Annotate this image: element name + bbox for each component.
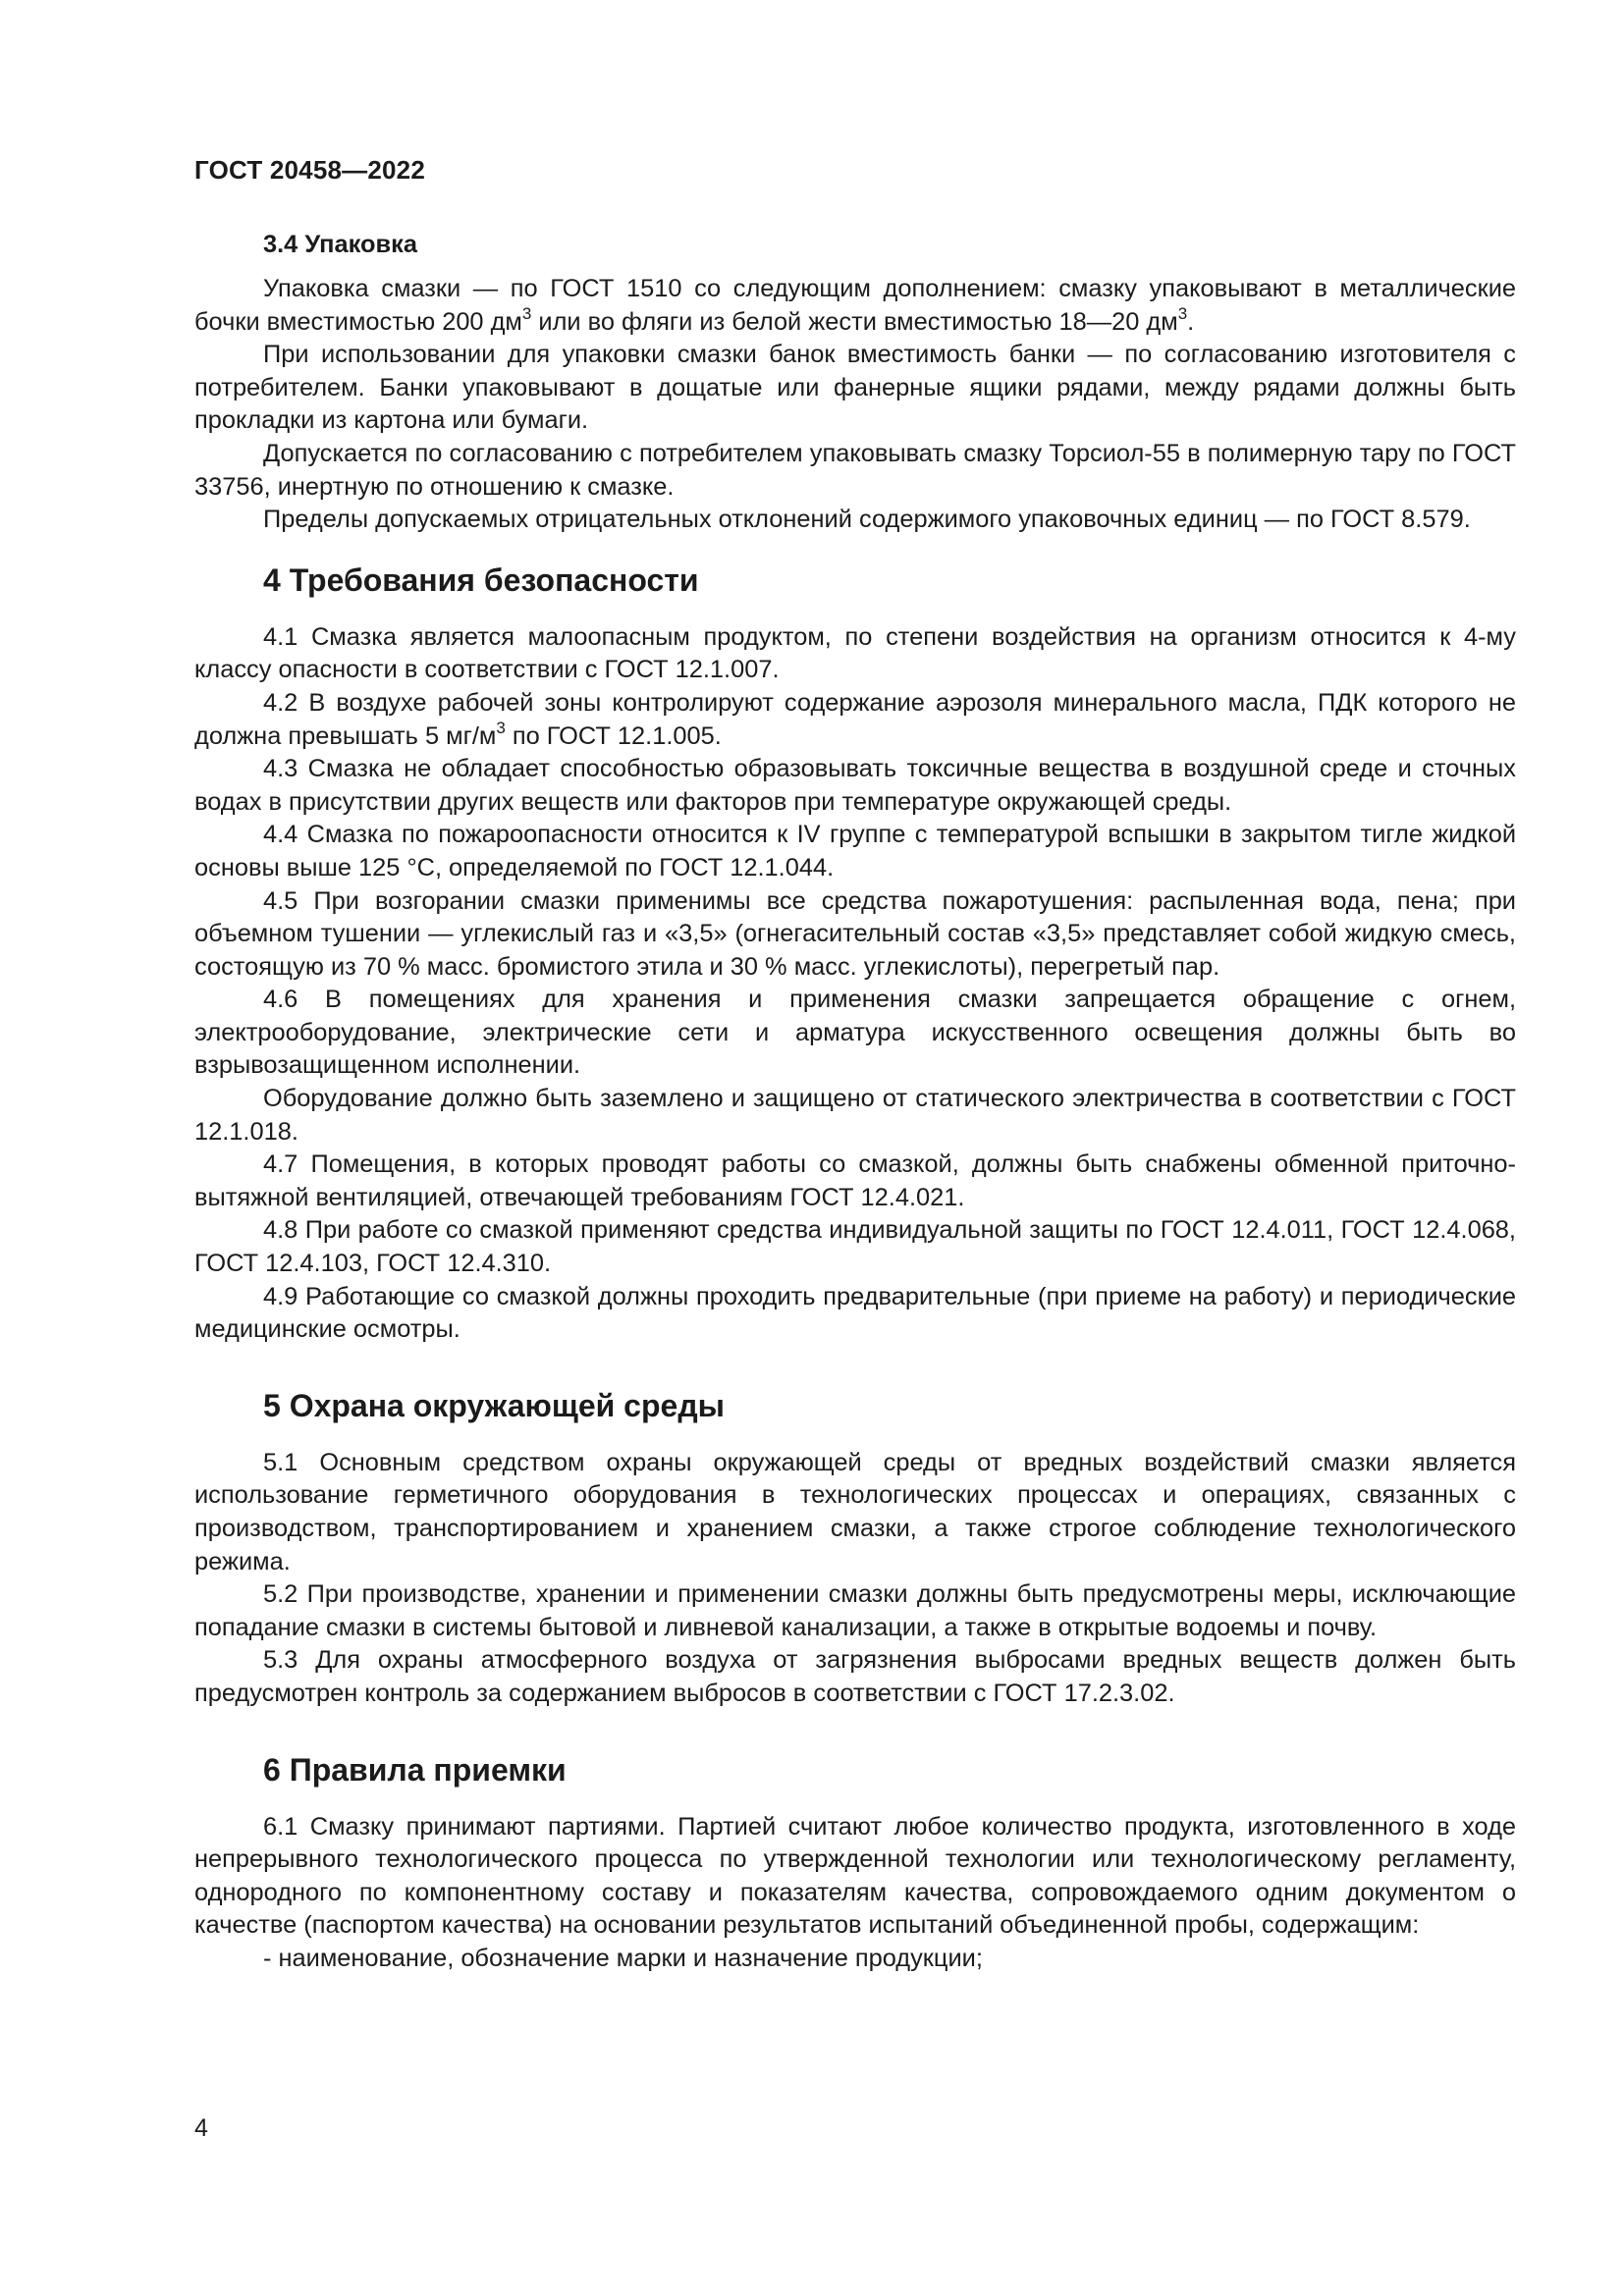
paragraph-4-6-continued: Оборудование должно быть заземлено и защищено от статического электричества в соответствии с ГОСТ 12.1.018. [194, 1085, 1516, 1146]
paragraph-4-9: 4.9 Работающие со смазкой должны проходить предварительные (при приеме на работу) и периодические медицинские осмотры. [194, 1282, 1516, 1344]
paragraph-4-1: 4.1 Смазка является малоопасным продуктом, по степени воздействия на организм относится к 4-му классу опасности в соответствии с ГОСТ 12.1.007. [194, 622, 1516, 684]
section-title-4: 4 Требования безопасности [263, 561, 699, 598]
paragraph-3-4-3: Допускается по согласованию с потребителем упаковывать смазку Торсиол-55 в полимерную тару по ГОСТ 33756, инертную по отношению к смазке. [194, 439, 1516, 501]
paragraph-4-8: 4.8 При работе со смазкой применяют средства индивидуальной защиты по ГОСТ 12.4.011, ГОСТ 12.4.068, ГОСТ 12.4.103, ГОСТ 12.4.310. [194, 1216, 1516, 1278]
paragraph-4-7: 4.7 Помещения, в которых проводят работы со смазкой, должны быть снабжены обменной приточно-вытяжной вентиляцией, отвечающей требованиям ГОСТ 12.4.021. [194, 1150, 1516, 1211]
page-number: 4 [194, 2114, 208, 2142]
paragraph-5-1: 5.1 Основным средством охраны окружающей среды от вредных воздействий смазки является использование герметичного оборудования в технологических процессах и операциях, связанных с производством, транспортированием и хранением смазки, а также строгое соблюдение технологического режима. [194, 1448, 1516, 1575]
document-body [194, 228, 1516, 1976]
paragraph-4-2: 4.2 В воздухе рабочей зоны контролируют содержание аэрозоля минерального масла, ПДК которого не должна превышать 5 $мг/м^3$ по ГОСТ 12.1.005. [194, 688, 1516, 750]
paragraph-4-3: 4.3 Смазка не обладает способностью образовывать токсичные вещества в воздушной среде и сточных водах в присутствии других веществ или факторов при температуре окружающей среды. [194, 755, 1516, 816]
paragraph-3-4-2: При использовании для упаковки смазки банок вместимость банки — по согласованию изготовителя с потребителем. Банки упаковывают в дощатые или фанерные ящики рядами, между рядами должны быть прокладки из картона или бумаги. [194, 341, 1516, 435]
section-title-6: 6 Правила приемки [263, 1751, 567, 1788]
paragraph-4-6: 4.6 В помещениях для хранения и применения смазки запрещается обращение с огнем, электрооборудование, электрические сети и арматура искусственного освещения должны быть во взрывозащищенном исполнении. [194, 986, 1516, 1080]
paragraph-4-5: 4.5 При возгорании смазки применимы все средства пожаротушения: распыленная вода, пена; при объемном тушении — углекислый газ и «3,5» (огнегасительный состав «3,5» представляет собой жидкую смесь, состоящую из 70 % масс. бромистого этила и 30 % масс. углекислоты), перегретый пар. [194, 886, 1516, 981]
paragraph-5-2: 5.2 При производстве, хранении и применении смазки должны быть предусмотрены меры, исключающие попадание смазки в системы бытовой и ливневой канализации, а также в открытые водоемы и почву. [194, 1580, 1516, 1641]
document-code-header: ГОСТ 20458—2022 [194, 155, 425, 185]
paragraph-4-4: 4.4 Смазка по пожароопасности относится к IV группе с температурой вспышки в закрытом тигле жидкой основы выше 125 °С, определяемой по ГОСТ 12.1.044. [194, 821, 1516, 881]
paragraph-6-1: 6.1 Смазку принимают партиями. Партией считают любое количество продукта, изготовленного в ходе непрерывного технологического процесса по утвержденной технологии или технологическому регламенту, однородного по компонентному составу и показателям качества, сопровождаемого одним документом о качестве (паспортом качества) на основании результатов испытаний объединенной пробы, содержащим: [194, 1812, 1516, 1940]
paragraph-5-3: 5.3 Для охраны атмосферного воздуха от загрязнения выбросами вредных веществ должен быть предусмотрен контроль за содержанием выбросов в соответствии с ГОСТ 17.2.3.02. [194, 1646, 1516, 1707]
paragraph-3-4-4: Пределы допускаемых отрицательных отклонений содержимого упаковочных единиц — по ГОСТ 8.579. [263, 506, 1471, 534]
subsection-title-3-4: 3.4 Упаковка [263, 231, 417, 258]
list-item: - наименование, обозначение марки и назначение продукции; [263, 1944, 983, 1972]
paragraph-3-4-1: Упаковка смазки — по ГОСТ 1510 со следующим дополнением: смазку упаковывают в металлические бочки вместимостью 200 $дм^3$ или во фляги из белой жести вместимостью 18—20 $дм^3$. [194, 275, 1516, 336]
section-title-5: 5 Охрана окружающей среды [263, 1387, 725, 1423]
